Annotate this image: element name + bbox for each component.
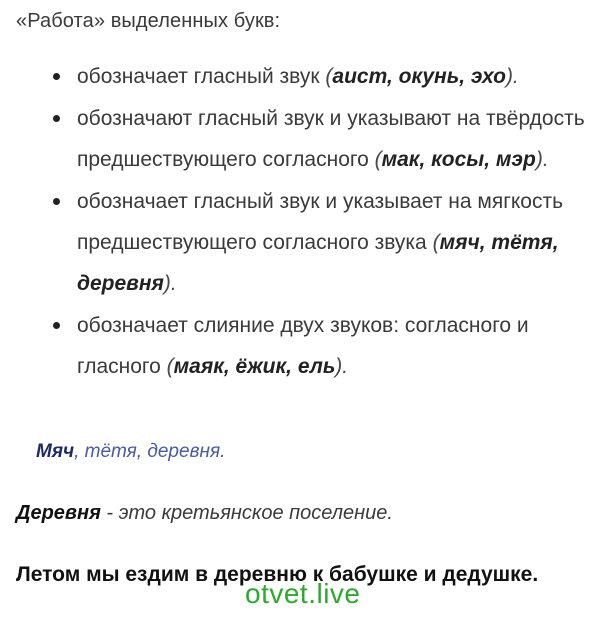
rule-examples: (мяч, тётя, деревня). [77, 231, 559, 295]
rule-examples: (маяк, ёжик, ель). [166, 355, 349, 378]
rule-text: обозначают гласный звук и указывают на твёрдость предшествующего согласного [77, 107, 585, 171]
definition: Деревня - это кретьянское поселение. [16, 502, 393, 524]
list-item [0, 305, 600, 387]
list-item [0, 56, 600, 97]
rule-text: обозначает гласный звук [77, 65, 326, 88]
watermark: otvet.live [245, 578, 361, 609]
bullet-icon [53, 73, 60, 80]
rule-text: обозначает слияние двух звуков: согласного и гласного [77, 314, 529, 378]
rule-examples: (мак, косы, мэр). [374, 148, 549, 171]
heading: «Работа» выделенных букв: [16, 10, 281, 32]
rules-list [0, 56, 600, 387]
rule-examples: (аист, окунь, эхо). [325, 65, 519, 88]
list-item [0, 181, 600, 304]
bullet-icon [53, 115, 60, 122]
bullet-icon [53, 322, 60, 329]
example-sentence: Летом мы ездим в деревню к бабушке и дедушке. [16, 563, 539, 586]
examples-line: Мяч, тётя, деревня. [36, 441, 226, 462]
rule-text: обозначает гласный звук и указывает на мягкость предшествующего согласного звука [77, 190, 564, 254]
list-item [0, 98, 600, 180]
bullet-icon [53, 198, 60, 205]
